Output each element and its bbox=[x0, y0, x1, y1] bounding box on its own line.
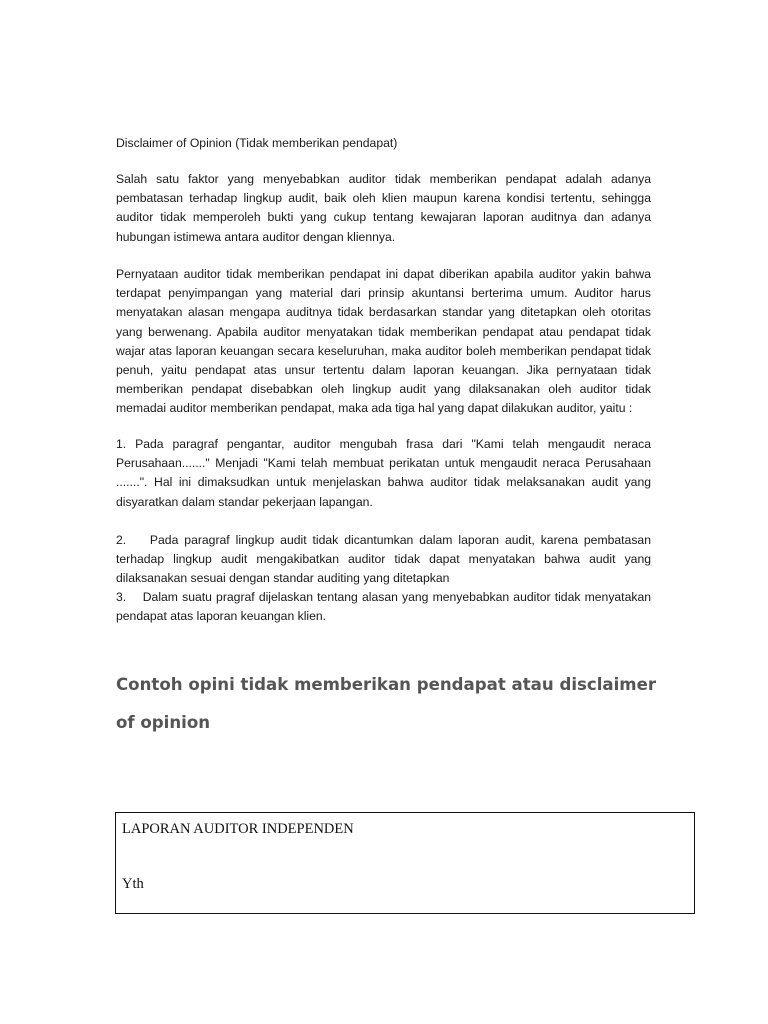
section-heading: Contoh opini tidak memberikan pendapat atau disclaimer of opinion bbox=[116, 675, 657, 732]
list-item: 2. Pada paragraf lingkup audit tidak dicantumkan dalam laporan audit, karena pembatasan terhadap lingkup audit mengakibatkan auditor tidak dapat menyatakan bahwa audit yang dilaksanakan sesuai dengan standar auditing yang ditetapkan bbox=[116, 533, 651, 586]
paragraph-disclaimer-statement: Pernyataan auditor tidak memberikan pendapat ini dapat diberikan apabila auditor yakin bahwa terdapat penyimpangan yang material dari prinsip akuntansi berterima umum. Auditor harus menyatakan alasan mengapa auditnya tidak berdasarkan standar yang ditetapkan oleh otoritas yang berwenang. Apabila auditor menyatakan tidak memberikan pendapat atau pendapat tidak wajar atas laporan keuangan secara keseluruhan, maka auditor boleh memberikan pendapat tidak penuh, yaitu pendapat atas unsur tertentu dalam laporan keuangan. Jika pernyataan tidak memberikan pendapat disebabkan oleh lingkup audit yang dilaksanakan oleh auditor tidak memadai auditor memberikan pendapat, maka ada tiga hal yang dapat dilakukan auditor, yaitu : bbox=[116, 267, 651, 416]
document-title: Disclaimer of Opinion (Tidak memberikan pendapat) bbox=[116, 136, 398, 150]
report-salutation: Yth bbox=[122, 876, 144, 892]
paragraph-disclaimer-cause: Salah satu faktor yang menyebabkan auditor tidak memberikan pendapat adalah adanya pembatasan terhadap lingkup audit, baik oleh klien maupun karena kondisi tertentu, sehingga auditor tidak memperoleh bukti yang cukup tentang kewajaran laporan auditnya dan adanya hubungan istimewa antara auditor dengan kliennya. bbox=[116, 172, 651, 244]
list-item: 3. Dalam suatu pragraf dijelaskan tentang alasan yang menyebabkan auditor tidak menyatakan pendapat atas laporan keuangan klien. bbox=[116, 590, 651, 624]
auditor-report-box bbox=[115, 812, 695, 914]
report-title: LAPORAN AUDITOR INDEPENDEN bbox=[122, 821, 354, 837]
list-item: 1. Pada paragraf pengantar, auditor mengubah frasa dari "Kami telah mengaudit neraca Perusahaan......." Menjadi "Kami telah membuat perikatan untuk mengaudit neraca Perusahaan .......". Hal ini dimaksudkan untuk menjelaskan bahwa auditor tidak melaksanakan audit yang disyaratkan dalam standar pekerjaan lapangan. bbox=[116, 437, 651, 509]
